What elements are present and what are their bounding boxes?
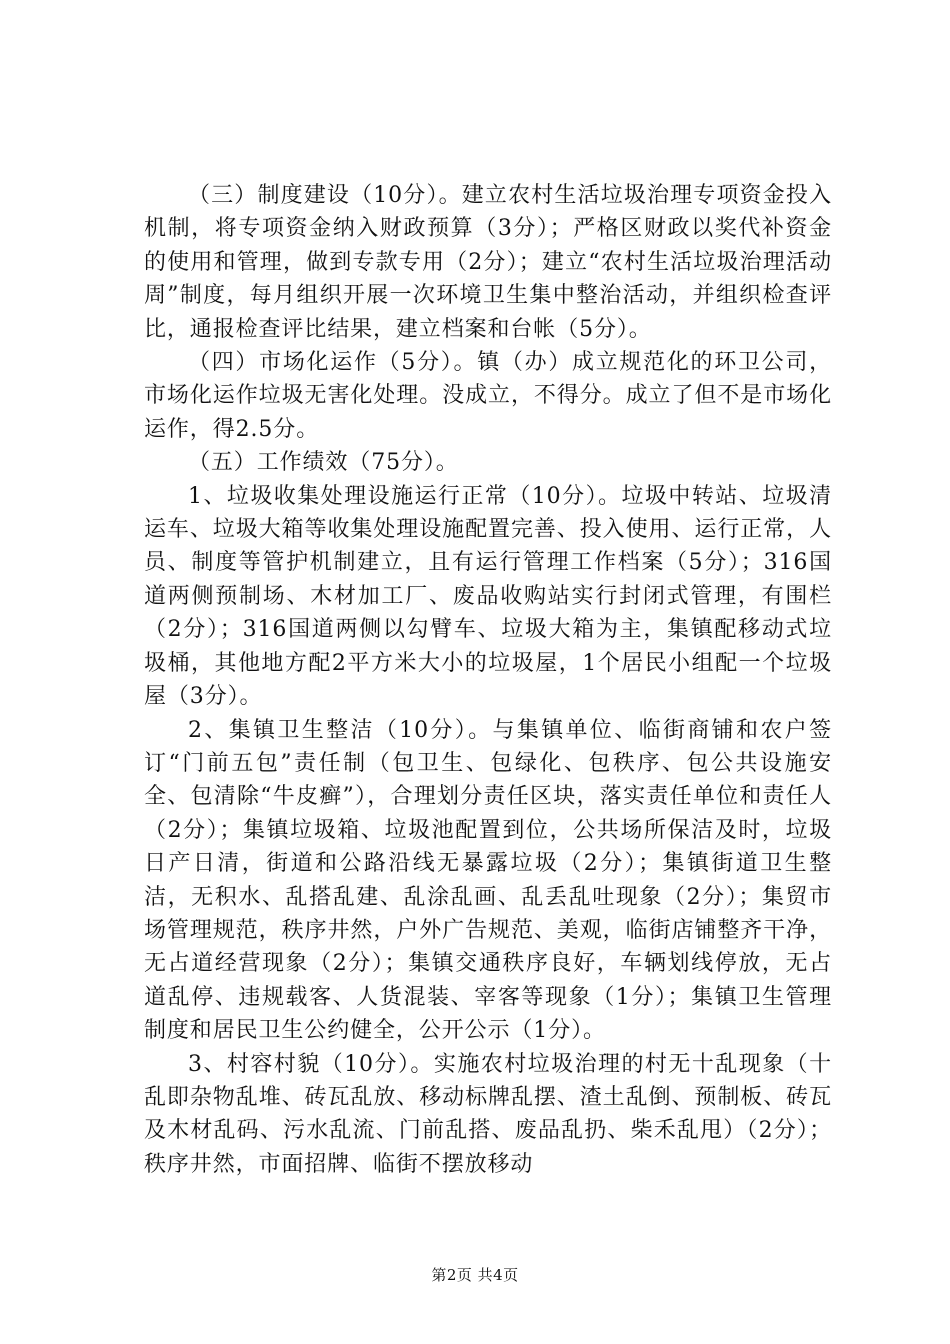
- paragraph-institution-building: （三）制度建设（10分）。建立农村生活垃圾治理专项资金投入机制，将专项资金纳入财政预算（3分）；严格区财政以奖代补资金的使用和管理，做到专款专用（2分）；建立“农村生活垃圾治理活动周”制度，每月组织开展一次环境卫生集中整治活动，并组织检查评比，通报检查评比结果，建立档案和台帐（5分）。: [144, 183, 832, 342]
- paragraph-facilities: 1、垃圾收集处理设施运行正常（10分）。垃圾中转站、垃圾清运车、垃圾大箱等收集处理设施配置完善、投入使用、运行正常，人员、制度等管护机制建立，且有运行管理工作档案（5分）；316国道两侧预制场、木材加工厂、废品收购站实行封闭式管理，有围栏（2分）；316国道两侧以勾臂车、垃圾大箱为主，集镇配移动式垃圾桶，其他地方配2平方米大小的垃圾屋，1个居民小组配一个垃圾屋（3分）。: [144, 483, 832, 710]
- paragraph-work-performance: （五）工作绩效（75分）。: [188, 450, 459, 476]
- page-number-footer: 第2页 共4页: [431, 1266, 519, 1284]
- paragraph-village-appearance: 3、村容村貌（10分）。实施农村垃圾治理的村无十乱现象（十乱即杂物乱堆、砖瓦乱放、移动标牌乱摆、渣土乱倒、预制板、砖瓦及木材乱码、污水乱流、门前乱搭、废品乱扔、柴禾乱甩）（2分）；秩序井然，市面招牌、临街不摆放移动: [144, 1051, 832, 1177]
- paragraph-market-operation: （四）市场化运作（5分）。镇（办）成立规范化的环卫公司，市场化运作垃圾无害化处理。没成立，不得分。成立了但不是市场化运作，得2.5分。: [144, 350, 832, 442]
- paragraph-town-sanitation: 2、集镇卫生整洁（10分）。与集镇单位、临街商铺和农户签订“门前五包”责任制（包卫生、包绿化、包秩序、包公共设施安全、包清除“牛皮癣”），合理划分责任区块，落实责任单位和责任人（2分）；集镇垃圾箱、垃圾池配置到位，公共场所保洁及时，垃圾日产日清，街道和公路沿线无暴露垃圾（2分）；集镇街道卫生整洁，无积水、乱搭乱建、乱涂乱画、乱丢乱吐现象（2分）；集贸市场管理规范，秩序井然，户外广告规范、美观，临街店铺整齐干净，无占道经营现象（2分）；集镇交通秩序良好，车辆划线停放，无占道乱停、违规载客、人货混装、宰客等现象（1分）；集镇卫生管理制度和居民卫生公约健全，公开公示（1分）。: [144, 717, 832, 1044]
- document-body: [144, 179, 832, 1181]
